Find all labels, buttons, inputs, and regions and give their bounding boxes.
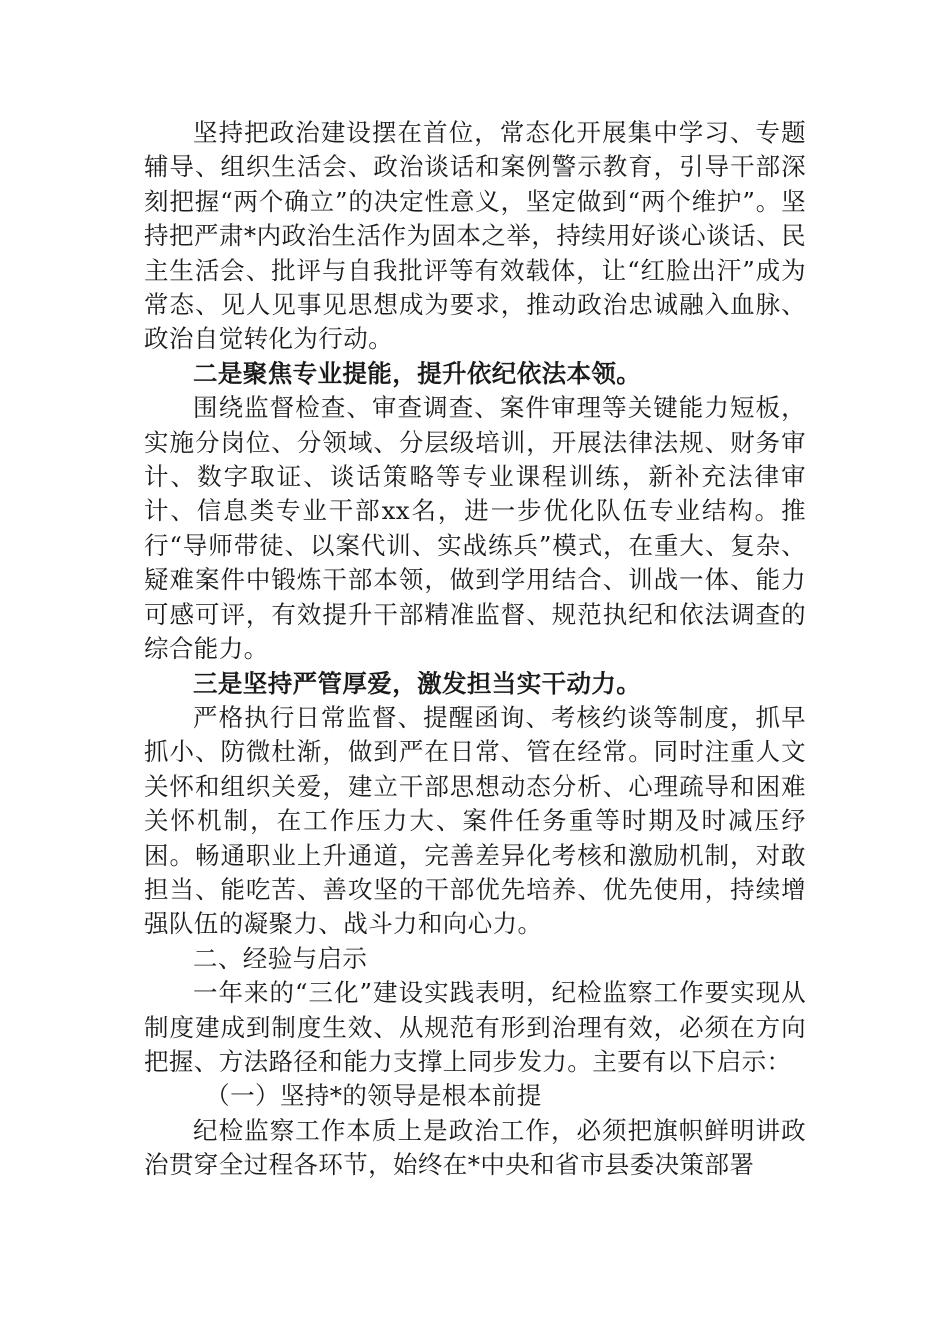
paragraph-professional-capacity: 围绕监督检查、审查调查、案件审理等关键能力短板，实施分岗位、分领域、分层级培训，开展法律法规、财务审计、数字取证、谈话策略等专业课程训练，新补充法律审计、信息类专业干部xx名，进一步优化队伍专业结构。推行“导师带徒、以案代训、实战练兵”模式，在重大、复杂、疑难案件中锻炼干部本领，做到学用结合、训战一体、能力可感可评，有效提升干部精准监督、规范执纪和依法调查的综合能力。 — [144, 393, 806, 664]
document-body — [144, 116, 806, 1183]
paragraph-political-building: 坚持把政治建设摆在首位，常态化开展集中学习、专题辅导、组织生活会、政治谈话和案例警示教育，引导干部深刻把握“两个确立”的决定性意义，坚定做到“两个维护”。坚持把严肃*内政治生活作为固本之举，持续用好谈心谈话、民主生活会、批评与自我批评等有效载体，让“红脸出汗”成为常态、见人见事见思想成为要求，推动政治忠诚融入血脉、政治自觉转化为行动。 — [144, 118, 806, 354]
subheading-party-leadership: （一）坚持*的领导是根本前提 — [205, 1081, 542, 1111]
paragraph-strict-management: 严格执行日常监督、提醒函询、考核约谈等制度，抓早抓小、防微杜渐，做到严在日常、管在经常。同时注重人文关怀和组织关爱，建立干部思想动态分析、心理疏导和困难关怀机制，在工作压力大、案件任务重等时期及时减压纾困。畅通职业上升通道，完善差异化考核和激励机制，对敢担当、能吃苦、善攻坚的干部优先培养、优先使用，持续增强队伍的凝聚力、战斗力和向心力。 — [144, 702, 806, 939]
paragraph-experience-intro: 一年来的“三化”建设实践表明，纪检监察工作要实现从制度建成到制度生效、从规范有形到治理有效，必须在方向把握、方法路径和能力支撑上同步发力。主要有以下启示： — [144, 978, 806, 1076]
heading-strict-management: 三是坚持严管厚爱，激发担当实干动力。 — [193, 668, 642, 698]
section-heading-experience: 二、经验与启示 — [193, 943, 368, 973]
heading-professional-capacity: 二是聚焦专业提能，提升依纪依法本领。 — [193, 358, 642, 388]
paragraph-party-leadership: 纪检监察工作本质上是政治工作，必须把旗帜鲜明讲政治贯穿全过程各环节，始终在*中央和省市县委决策部署 — [144, 1115, 806, 1180]
